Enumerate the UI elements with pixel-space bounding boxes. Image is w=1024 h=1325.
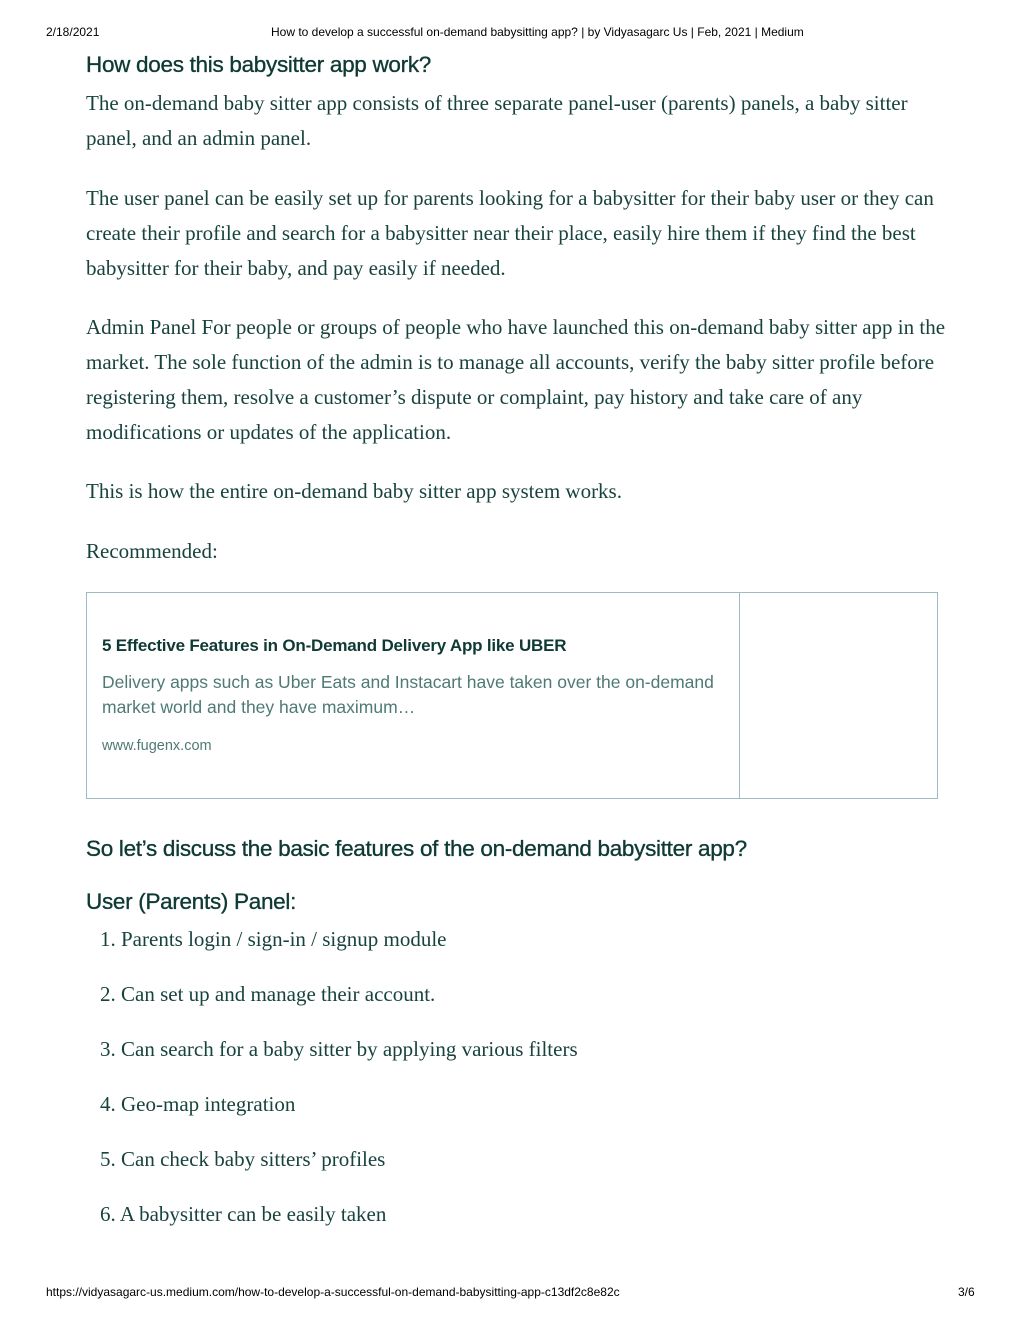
- list-item: 2. Can set up and manage their account.: [100, 982, 436, 1006]
- list-item: 5. Can check baby sitters’ profiles: [100, 1147, 386, 1171]
- print-date: 2/18/2021: [46, 25, 100, 39]
- article-body: [86, 50, 946, 569]
- list-item: 6. A babysitter can be easily taken: [100, 1202, 387, 1226]
- section-heading-features: So let’s discuss the basic features of the on-demand babysitter app?: [86, 836, 747, 861]
- recommended-link-card[interactable]: [86, 592, 938, 799]
- link-card-title[interactable]: 5 Effective Features in On-Demand Delivery App like UBER: [102, 636, 567, 655]
- print-header: [0, 25, 1024, 41]
- link-card-domain[interactable]: www.fugenx.com: [102, 738, 212, 754]
- print-footer: [0, 1285, 1024, 1301]
- section-heading-user-panel: User (Parents) Panel:: [86, 889, 297, 914]
- features-list: [100, 922, 900, 1252]
- section-heading-how-it-works: How does this babysitter app work?: [86, 52, 431, 77]
- paragraph-intro: The on-demand baby sitter app consists of three separate panel-user (parents) panels, a baby sitter panel, and an admin panel.: [86, 91, 908, 150]
- list-item: 4. Geo-map integration: [100, 1092, 296, 1116]
- link-card-description: Delivery apps such as Uber Eats and Instacart have taken over the on-demand market world and they have maximum…: [102, 672, 714, 717]
- print-url: https://vidyasagarc-us.medium.com/how-to-develop-a-successful-on-demand-babysitting-app-c13df2c8e82c: [46, 1285, 620, 1299]
- recommended-label: Recommended:: [86, 539, 218, 563]
- paragraph-user-panel: The user panel can be easily set up for parents looking for a babysitter for their baby user or they can create their profile and search for a babysitter near their place, easily hire them if they find the best babysitter for their baby, and pay easily if needed.: [86, 186, 934, 280]
- print-page-number: 3/6: [958, 1285, 975, 1299]
- list-item: 3. Can search for a baby sitter by applying various filters: [100, 1037, 578, 1061]
- print-page-title: How to develop a successful on-demand babysitting app? | by Vidyasagarc Us | Feb, 2021 | Medium: [271, 25, 804, 39]
- list-item: 1. Parents login / sign-in / signup module: [100, 927, 447, 951]
- link-card-thumbnail[interactable]: [740, 593, 937, 798]
- paragraph-system: This is how the entire on-demand baby sitter app system works.: [86, 479, 622, 503]
- paragraph-admin-panel: Admin Panel For people or groups of people who have launched this on-demand baby sitter app in the market. The sole function of the admin is to manage all accounts, verify the baby sitter profile before registering them, resolve a customer’s dispute or complaint, pay history and take care of any modifications or updates of the application.: [86, 315, 946, 444]
